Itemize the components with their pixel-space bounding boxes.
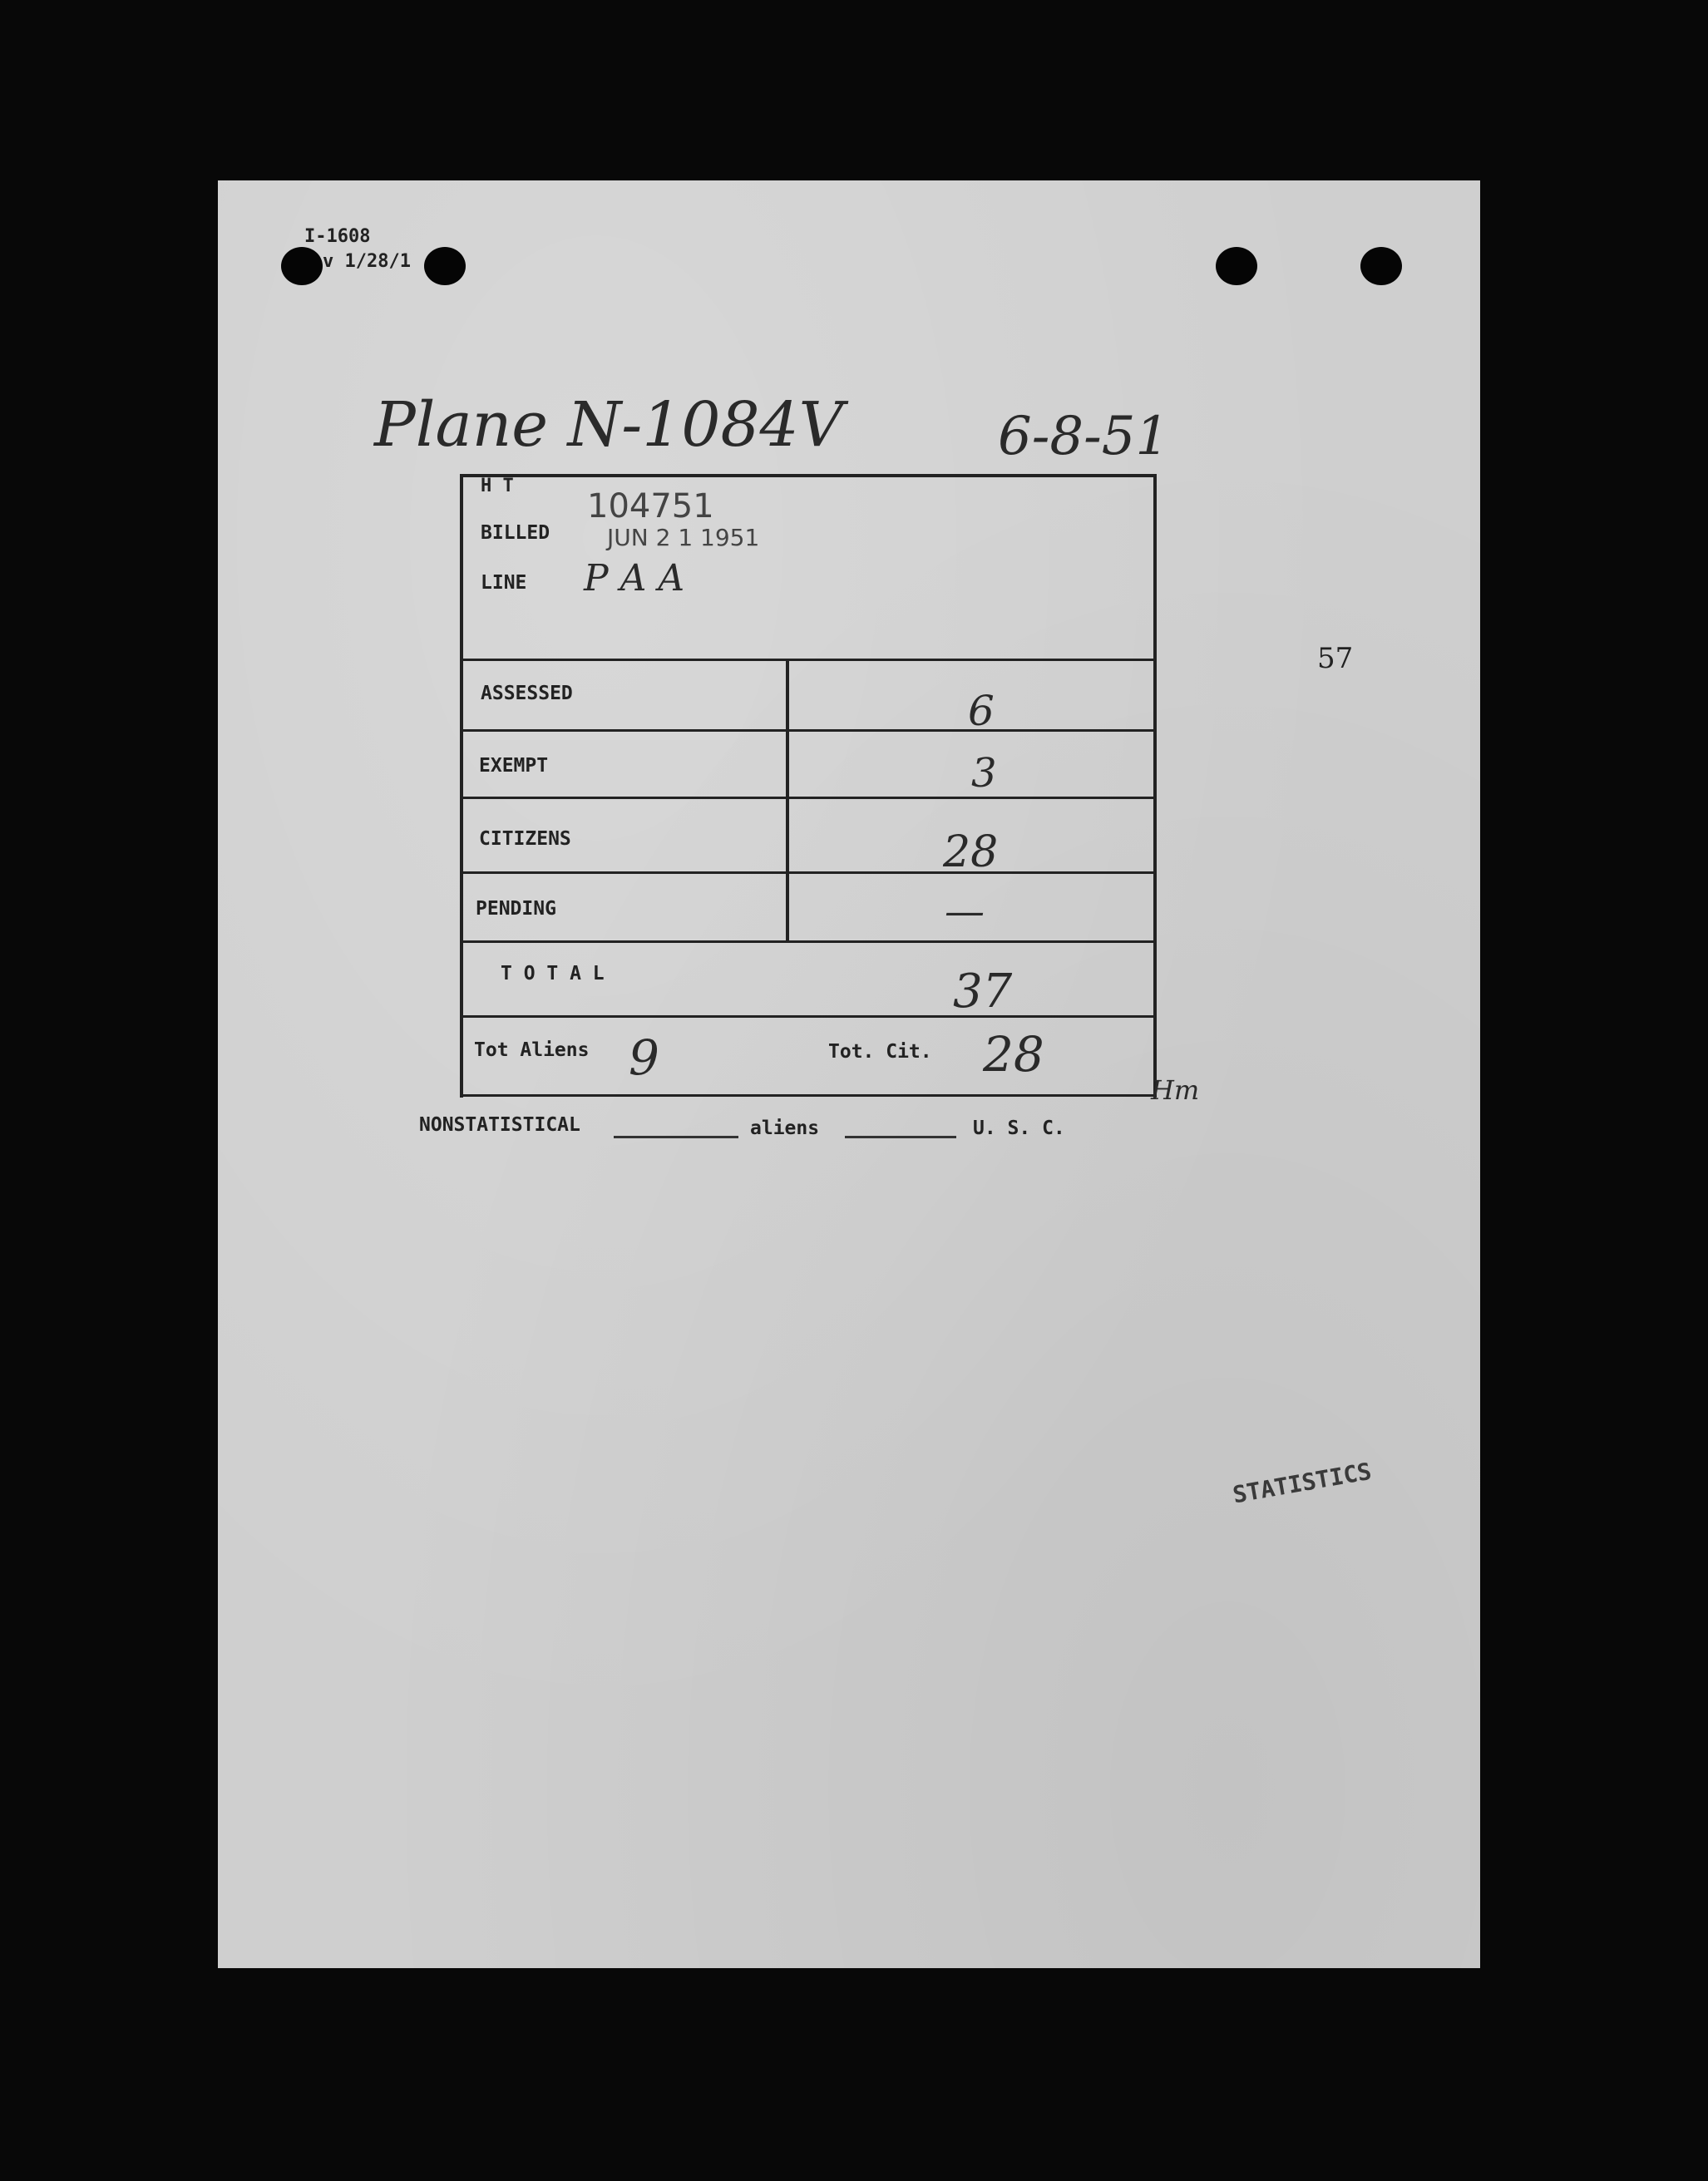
table-column-divider <box>786 661 789 940</box>
punch-hole-right-1 <box>1216 247 1257 285</box>
total-value: 37 <box>953 965 1013 1019</box>
handwritten-date: 6-8-51 <box>998 406 1170 467</box>
table-border-right <box>1153 474 1157 1098</box>
row-value-assessed: 6 <box>968 687 995 735</box>
row-value-citizens: 28 <box>943 827 999 877</box>
table-divider-4 <box>460 940 1157 943</box>
row-label-exempt: EXEMPT <box>479 755 549 777</box>
row-value-pending: — <box>945 888 985 935</box>
table-divider-5 <box>460 1015 1157 1018</box>
nonstatistical-aliens-blank <box>614 1136 738 1138</box>
row-label-assessed: ASSESSED <box>481 683 573 704</box>
table-border-left <box>460 474 463 1098</box>
row-value-exempt: 3 <box>971 750 997 797</box>
row-label-pending: PENDING <box>476 898 556 920</box>
table-divider-1 <box>460 729 1157 732</box>
page-number: 57 <box>1317 642 1354 675</box>
tot-cit-label: Tot. Cit. <box>828 1041 932 1063</box>
statistics-stamp: STATISTICS <box>1231 1457 1374 1509</box>
ht-number: 104751 <box>587 487 714 526</box>
punch-hole-left-1 <box>281 247 323 285</box>
tot-aliens-label: Tot Aliens <box>474 1039 590 1061</box>
form-revision: v 1/28/1 <box>323 251 411 272</box>
handwritten-initials: Hm <box>1151 1074 1200 1106</box>
ht-label: H T <box>481 476 514 496</box>
form-number: I-1608 <box>304 226 371 247</box>
billed-stamp: JUN 2 1 1951 <box>607 524 760 551</box>
table-border-bottom <box>460 1094 1157 1097</box>
table-divider-2 <box>460 797 1157 799</box>
row-label-citizens: CITIZENS <box>479 828 571 850</box>
billed-label: BILLED <box>481 522 550 544</box>
punch-hole-left-2 <box>424 247 466 285</box>
line-value: P A A <box>584 557 685 600</box>
table-divider-header <box>460 659 1157 661</box>
total-label: T O T A L <box>501 963 605 984</box>
line-label: LINE <box>481 572 527 594</box>
aliens-label: aliens <box>750 1118 820 1139</box>
usc-label: U. S. C. <box>973 1118 1065 1139</box>
table-border-top <box>460 474 1157 477</box>
punch-hole-right-2 <box>1360 247 1402 285</box>
tot-aliens-value: 9 <box>629 1029 659 1086</box>
nonstatistical-label: NONSTATISTICAL <box>419 1114 580 1136</box>
handwritten-plane: Plane N-1084V <box>374 389 844 461</box>
table-divider-3 <box>460 871 1157 874</box>
tot-cit-value: 28 <box>983 1026 1044 1083</box>
nonstatistical-usc-blank <box>845 1136 956 1138</box>
